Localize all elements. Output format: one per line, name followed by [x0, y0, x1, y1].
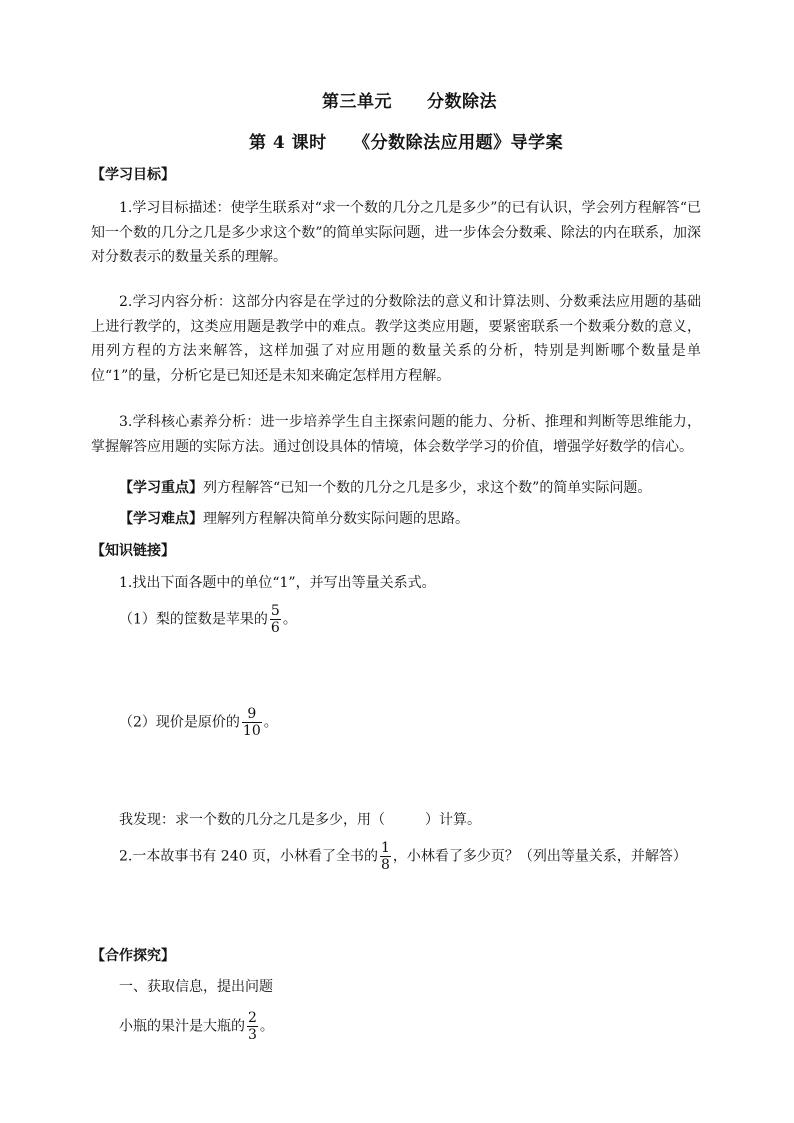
goal-paragraph-1: [91, 196, 701, 270]
question-2-text-b: ，小林看了多少页？（列出等量关系，并解答）: [392, 848, 687, 865]
difficulty-line: [119, 507, 469, 531]
section-heading-goals: 【学习目标】: [91, 167, 175, 183]
explore-info-text: 小瓶的果汁是大瓶的: [119, 1018, 245, 1035]
explore-step-1: 一、获取信息，提出问题: [119, 979, 273, 995]
difficulty-label: 【学习难点】: [119, 511, 203, 527]
goal-paragraph-3: [91, 410, 701, 459]
fraction-numerator: 9: [247, 706, 257, 722]
question-1a-text: （1）梨的筐数是苹果的: [119, 611, 268, 628]
key-point-text: 列方程解答“已知一个数的几分之几是多少，求这个数”的简单实际问题。: [203, 480, 652, 496]
fraction-9-10: [242, 706, 262, 739]
discovery-line: [119, 808, 481, 832]
goal-paragraph-3-text: 3.学科核心素养分析：进一步培养学生自主探索问题的能力、分析、推理和判断等思维能力，掌握解答应用题的实际方法。通过创设具体的情境，体会数学学习的价值，增强学好数学的信心。: [91, 414, 701, 455]
key-point-line: [119, 476, 651, 500]
discovery-text-b: ）计算。: [425, 812, 481, 828]
lesson-title: 第 4 课时 《分数除法应用题》导学案: [249, 133, 564, 153]
fraction-denominator: 8: [380, 857, 390, 873]
question-1b: [119, 706, 278, 739]
section-heading-links: 【知识链接】: [91, 543, 175, 559]
goal-paragraph-2: [91, 290, 701, 388]
question-1a-end: 。: [282, 611, 297, 628]
explore-info-end: 。: [259, 1018, 274, 1035]
question-2: [119, 840, 687, 873]
fraction-numerator: 2: [248, 1010, 257, 1026]
question-1b-text: （2）现价是原价的: [119, 714, 240, 731]
fraction-2-3: [247, 1010, 258, 1043]
difficulty-text: 理解列方程解决简单分数实际问题的思路。: [203, 511, 469, 527]
goal-paragraph-1-text: 1.学习目标描述：使学生联系对“求一个数的几分之几是多少”的已有认识，学会列方程解答“已知一个数的几分之几是多少求这个数”的简单实际问题，进一步体会分数乘、除法的内在联系，加深对分数表示的数量关系的理解。: [91, 200, 701, 266]
fraction-1-8: [380, 840, 391, 873]
question-2-text-a: 2.一本故事书有 240 页，小林看了全书的: [119, 848, 378, 865]
explore-info: [119, 1010, 274, 1043]
fraction-5-6: [270, 603, 281, 636]
question-1b-end: 。: [263, 714, 278, 731]
fraction-denominator: 10: [242, 723, 261, 739]
fraction-denominator: 6: [270, 620, 280, 636]
fraction-numerator: 5: [270, 603, 280, 619]
section-heading-explore: 【合作探究】: [91, 948, 175, 964]
fraction-numerator: 1: [380, 840, 390, 856]
key-point-label: 【学习重点】: [119, 480, 203, 496]
question-1: 1.找出下面各题中的单位“1”，并写出等量关系式。: [119, 575, 436, 591]
goal-paragraph-2-text: 2.学习内容分析：这部分内容是在学过的分数除法的意义和计算法则、分数乘法应用题的基础上进行教学的，这类应用题是教学中的难点。教学这类应用题，要紧密联系一个数乘分数的意义，用列方程的方法来解答，这样加强了对应用题的数量关系的分析，特别是判断哪个数量是单位“1”的量，分析它是已知还是未知来确定怎样用方程解。: [91, 294, 701, 384]
discovery-text-a: 我发现：求一个数的几分之几是多少，用（: [119, 812, 385, 828]
question-1a: [119, 603, 297, 636]
fraction-denominator: 3: [248, 1027, 257, 1043]
unit-title: 第三单元 分数除法: [322, 92, 497, 112]
